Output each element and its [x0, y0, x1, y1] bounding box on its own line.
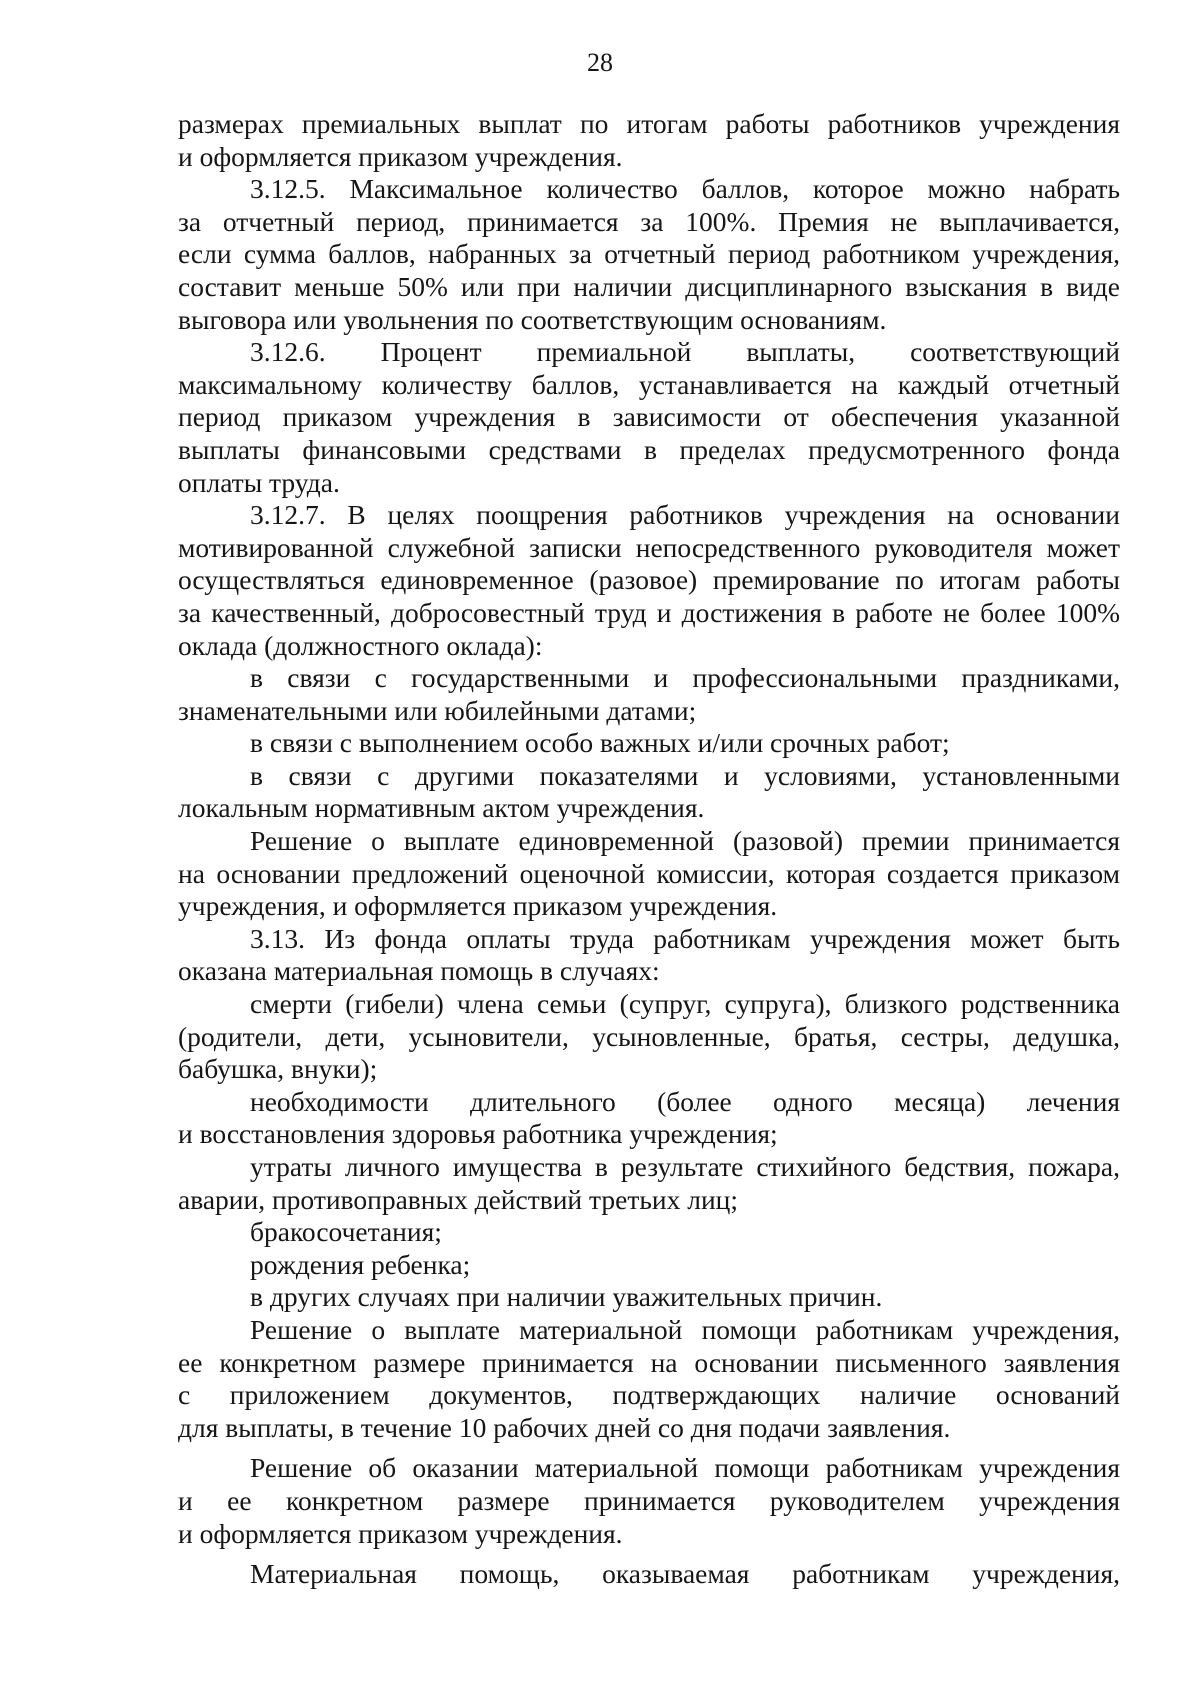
text-line: знаменательными или юбилейными датами;	[178, 694, 697, 726]
page-number: 28	[587, 48, 613, 77]
document-body	[178, 108, 1120, 1591]
text-line: оказана материальная помощь в случаях:	[178, 955, 660, 987]
clause-3-12-5-start: 3.12.5. Максимальное количество баллов, которое можно набрать	[250, 173, 1120, 205]
list-item-start: утраты личного имущества в результате стихийного бедствия, пожара,	[250, 1151, 1120, 1182]
paragraph-start: Решение о выплате материальной помощи работникам учреждения,	[250, 1313, 1120, 1345]
text-line: и ее конкретном размере принимается руководителем учреждения	[178, 1484, 1120, 1516]
text-line: учреждения, и оформляется приказом учреждения.	[178, 890, 778, 922]
text-line: составит меньше 50% или при наличии дисциплинарного взыскания в виде	[178, 270, 1120, 302]
clause-3-12-6-start: 3.12.6. Процент премиальной выплаты, соответствующий	[250, 336, 1120, 368]
text-line: (родители, дети, усыновители, усыновленные, братья, сестры, дедушка,	[178, 1020, 1120, 1052]
text-line: оплаты труда.	[178, 466, 340, 498]
text-line: осуществляться единовременное (разовое) премирование по итогам работы	[178, 564, 1120, 596]
paragraph-gap	[178, 1444, 1120, 1452]
text-line: период приказом учреждения в зависимости от обеспечения указанной	[178, 401, 1120, 433]
text-line: мотивированной служебной записки непосредственного руководителя может	[178, 531, 1120, 563]
paragraph-gap	[178, 1550, 1120, 1558]
text-line: локальным нормативным актом учреждения.	[178, 792, 705, 824]
text-line: и восстановления здоровья работника учреждения;	[178, 1118, 778, 1150]
text-line: выплаты финансовыми средствами в пределах предусмотренного фонда	[178, 433, 1120, 465]
text-line: бабушка, внуки);	[178, 1053, 378, 1085]
list-item-start: в других случаях при наличии уважительных причин.	[250, 1281, 883, 1313]
text-line: ее конкретном размере принимается на основании письменного заявления	[178, 1346, 1120, 1378]
list-item-start: бракосочетания;	[250, 1216, 442, 1248]
clause-3-12-7-start: 3.12.7. В целях поощрения работников учреждения на основании	[250, 499, 1120, 531]
list-item-start: необходимости длительного (более одного месяца) лечения	[250, 1085, 1120, 1117]
text-line: оклада (должностного оклада):	[178, 629, 543, 661]
text-line: размерах премиальных выплат по итогам работы работников учреждения	[178, 108, 1120, 139]
text-line: и оформляется приказом учреждения.	[178, 140, 623, 172]
text-line: выговора или увольнения по соответствующим основаниям.	[178, 303, 887, 335]
text-line: с приложением документов, подтверждающих наличие оснований	[178, 1379, 1120, 1411]
list-item-start: смерти (гибели) члена семьи (супруг, супруга), близкого родственника	[250, 988, 1120, 1020]
text-line: если сумма баллов, набранных за отчетный период работником учреждения,	[178, 238, 1120, 270]
paragraph-start: Материальная помощь, оказываемая работникам учреждения,	[250, 1558, 1120, 1590]
paragraph-start: Решение о выплате единовременной (разовой) премии принимается	[250, 825, 1120, 857]
text-line: максимальному количеству баллов, устанавливается на каждый отчетный	[178, 368, 1120, 400]
text-line: аварии, противоправных действий третьих лиц;	[178, 1183, 739, 1215]
list-item-start: рождения ребенка;	[250, 1248, 471, 1280]
list-item-start: в связи с другими показателями и условиями, установленными	[250, 759, 1120, 791]
text-line: на основании предложений оценочной комиссии, которая создается приказом	[178, 857, 1120, 889]
text-line: за отчетный период, принимается за 100%. Премия не выплачивается,	[178, 205, 1120, 237]
paragraph-start: Решение об оказании материальной помощи работникам учреждения	[250, 1452, 1120, 1484]
list-item-start: в связи с государственными и профессиональными праздниками,	[250, 662, 1120, 694]
text-line: за качественный, добросовестный труд и достижения в работе не более 100%	[178, 596, 1120, 628]
text-line: для выплаты, в течение 10 рабочих дней со дня подачи заявления.	[178, 1411, 951, 1443]
clause-3-13-start: 3.13. Из фонда оплаты труда работникам учреждения может быть	[250, 922, 1120, 954]
text-line: и оформляется приказом учреждения.	[178, 1517, 623, 1549]
list-item-start: в связи с выполнением особо важных и/или срочных работ;	[250, 727, 950, 759]
